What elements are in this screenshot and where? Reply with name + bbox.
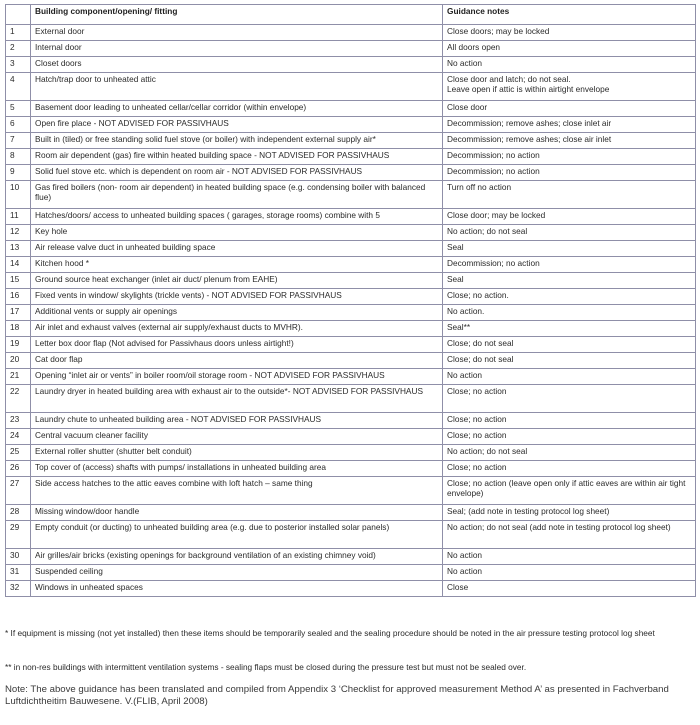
table-row: [6, 505, 696, 521]
table-row: [6, 477, 696, 505]
row-guidance: Close; no action: [443, 429, 696, 445]
row-number: 21: [6, 369, 31, 385]
row-component: Hatches/doors/ access to unheated building spaces ( garages, storage rooms) combine with 5: [31, 209, 443, 225]
row-component: Hatch/trap door to unheated attic: [31, 73, 443, 101]
row-component: Open fire place - NOT ADVISED FOR PASSIVHAUS: [31, 117, 443, 133]
row-guidance: Turn off no action: [443, 181, 696, 209]
row-component: Central vacuum cleaner facility: [31, 429, 443, 445]
row-number: 10: [6, 181, 31, 209]
row-number: 25: [6, 445, 31, 461]
row-guidance: No action: [443, 549, 696, 565]
table-row: [6, 305, 696, 321]
table-row: [6, 337, 696, 353]
row-guidance: No action; do not seal: [443, 445, 696, 461]
row-component: Suspended ceiling: [31, 565, 443, 581]
row-guidance: Close: [443, 581, 696, 597]
row-number: 28: [6, 505, 31, 521]
row-number: 1: [6, 25, 31, 41]
row-number: 7: [6, 133, 31, 149]
row-guidance: Seal: [443, 273, 696, 289]
row-number: 17: [6, 305, 31, 321]
table-row: [6, 133, 696, 149]
table-body: [6, 25, 696, 597]
row-guidance: Close; do not seal: [443, 353, 696, 369]
row-number: 22: [6, 385, 31, 413]
row-guidance: Close; no action: [443, 385, 696, 413]
table-row: [6, 445, 696, 461]
row-component: Empty conduit (or ducting) to unheated building area (e.g. due to posterior installed solar panels): [31, 521, 443, 549]
table-row: [6, 289, 696, 305]
row-guidance: Decommission; no action: [443, 257, 696, 273]
row-number: 32: [6, 581, 31, 597]
row-component: Internal door: [31, 41, 443, 57]
row-guidance: Decommission; remove ashes; close inlet air: [443, 117, 696, 133]
row-number: 8: [6, 149, 31, 165]
row-guidance: Decommission; no action: [443, 165, 696, 181]
row-component: Air inlet and exhaust valves (external air supply/exhaust ducts to MVHR).: [31, 321, 443, 337]
row-guidance: Close; no action: [443, 461, 696, 477]
table-row: [6, 461, 696, 477]
header-guidance: Guidance notes: [443, 5, 696, 25]
row-number: 15: [6, 273, 31, 289]
row-component: Cat door flap: [31, 353, 443, 369]
sealing-guidance-table: [5, 4, 696, 597]
row-component: Room air dependent (gas) fire within heated building space - NOT ADVISED FOR PASSIVHAUS: [31, 149, 443, 165]
row-component: Basement door leading to unheated cellar/cellar corridor (within envelope): [31, 101, 443, 117]
header-number: [6, 5, 31, 25]
table-row: [6, 41, 696, 57]
row-component: Kitchen hood *: [31, 257, 443, 273]
row-number: 18: [6, 321, 31, 337]
row-component: Laundry chute to unheated building area - NOT ADVISED FOR PASSIVHAUS: [31, 413, 443, 429]
row-number: 27: [6, 477, 31, 505]
table-row: [6, 369, 696, 385]
row-number: 12: [6, 225, 31, 241]
table-row: [6, 273, 696, 289]
table-row: [6, 353, 696, 369]
row-guidance: Close door and latch; do not seal. Leave open if attic is within airtight envelope: [443, 73, 696, 101]
footnote-equipment-missing: * If equipment is missing (not yet installed) then these items should be temporarily sealed and the sealing procedure should be noted in the air pressure testing protocol log sheet: [5, 628, 655, 638]
row-component: Air grilles/air bricks (existing openings for background ventilation of an existing chimney void): [31, 549, 443, 565]
row-component: Built in (tiled) or free standing solid fuel stove (or boiler) with independent external supply air*: [31, 133, 443, 149]
table-row: [6, 165, 696, 181]
row-guidance: Close; no action.: [443, 289, 696, 305]
row-component: External door: [31, 25, 443, 41]
table-row: [6, 565, 696, 581]
row-guidance: Close doors; may be locked: [443, 25, 696, 41]
table-row: [6, 581, 696, 597]
row-component: Windows in unheated spaces: [31, 581, 443, 597]
row-component: Ground source heat exchanger (inlet air duct/ plenum from EAHE): [31, 273, 443, 289]
table-header-row: [6, 5, 696, 25]
row-number: 23: [6, 413, 31, 429]
row-number: 6: [6, 117, 31, 133]
table-row: [6, 25, 696, 41]
table-row: [6, 73, 696, 101]
row-guidance: Close door; may be locked: [443, 209, 696, 225]
translation-note: Note: The above guidance has been translated and compiled from Appendix 3 ‘Checklist for approved measurement Method A’ as presented in Fachverband Luftdichtheitim Bauwesene. V.(FLIB, April 2008): [5, 684, 669, 707]
table-row: [6, 429, 696, 445]
table-row: [6, 225, 696, 241]
row-number: 4: [6, 73, 31, 101]
row-number: 11: [6, 209, 31, 225]
row-guidance: Seal: [443, 241, 696, 257]
row-number: 24: [6, 429, 31, 445]
row-component: Solid fuel stove etc. which is dependent on room air - NOT ADVISED FOR PASSIVHAUS: [31, 165, 443, 181]
row-component: Laundry dryer in heated building area with exhaust air to the outside*- NOT ADVISED FOR PASSIVHAUS: [31, 385, 443, 413]
row-component: Additional vents or supply air openings: [31, 305, 443, 321]
table-row: [6, 385, 696, 413]
row-number: 9: [6, 165, 31, 181]
row-number: 29: [6, 521, 31, 549]
row-guidance: Seal; (add note in testing protocol log sheet): [443, 505, 696, 521]
row-component: Side access hatches to the attic eaves combine with loft hatch – same thing: [31, 477, 443, 505]
table-row: [6, 413, 696, 429]
row-component: Top cover of (access) shafts with pumps/ installations in unheated building area: [31, 461, 443, 477]
row-number: 14: [6, 257, 31, 273]
row-guidance: Decommission; remove ashes; close air inlet: [443, 133, 696, 149]
table-row: [6, 549, 696, 565]
table-row: [6, 181, 696, 209]
table-row: [6, 101, 696, 117]
row-guidance: Close; no action: [443, 413, 696, 429]
row-number: 19: [6, 337, 31, 353]
row-component: Key hole: [31, 225, 443, 241]
row-guidance: Seal**: [443, 321, 696, 337]
row-number: 30: [6, 549, 31, 565]
row-number: 2: [6, 41, 31, 57]
table-row: [6, 117, 696, 133]
row-guidance: Close; no action (leave open only if attic eaves are within air tight envelope): [443, 477, 696, 505]
row-guidance: No action: [443, 369, 696, 385]
table-row: [6, 57, 696, 73]
row-guidance: No action: [443, 57, 696, 73]
row-guidance: No action: [443, 565, 696, 581]
row-guidance: No action; do not seal (add note in testing protocol log sheet): [443, 521, 696, 549]
row-number: 26: [6, 461, 31, 477]
row-component: Missing window/door handle: [31, 505, 443, 521]
table-row: [6, 521, 696, 549]
footnote-non-res: ** in non-res buildings with intermittent ventilation systems - sealing flaps must be closed during the pressure test but must not be sealed over.: [5, 662, 527, 672]
row-guidance: Close; do not seal: [443, 337, 696, 353]
row-component: External roller shutter (shutter belt conduit): [31, 445, 443, 461]
row-number: 13: [6, 241, 31, 257]
row-number: 3: [6, 57, 31, 73]
row-component: Closet doors: [31, 57, 443, 73]
row-number: 16: [6, 289, 31, 305]
row-guidance: All doors open: [443, 41, 696, 57]
row-number: 20: [6, 353, 31, 369]
table-row: [6, 321, 696, 337]
row-component: Letter box door flap (Not advised for Passivhaus doors unless airtight!): [31, 337, 443, 353]
row-number: 5: [6, 101, 31, 117]
row-component: Air release valve duct in unheated building space: [31, 241, 443, 257]
header-component: Building component/opening/ fitting: [31, 5, 443, 25]
row-guidance: No action.: [443, 305, 696, 321]
row-component: Gas fired boilers (non- room air dependent) in heated building space (e.g. condensing boiler with balanced flue): [31, 181, 443, 209]
row-component: Opening “inlet air or vents” in boiler room/oil storage room - NOT ADVISED FOR PASSIVHAUS: [31, 369, 443, 385]
table-row: [6, 241, 696, 257]
table-row: [6, 257, 696, 273]
table-row: [6, 149, 696, 165]
row-guidance: No action; do not seal: [443, 225, 696, 241]
row-component: Fixed vents in window/ skylights (trickle vents) - NOT ADVISED FOR PASSIVHAUS: [31, 289, 443, 305]
table-row: [6, 209, 696, 225]
row-number: 31: [6, 565, 31, 581]
row-guidance: Decommission; no action: [443, 149, 696, 165]
row-guidance: Close door: [443, 101, 696, 117]
